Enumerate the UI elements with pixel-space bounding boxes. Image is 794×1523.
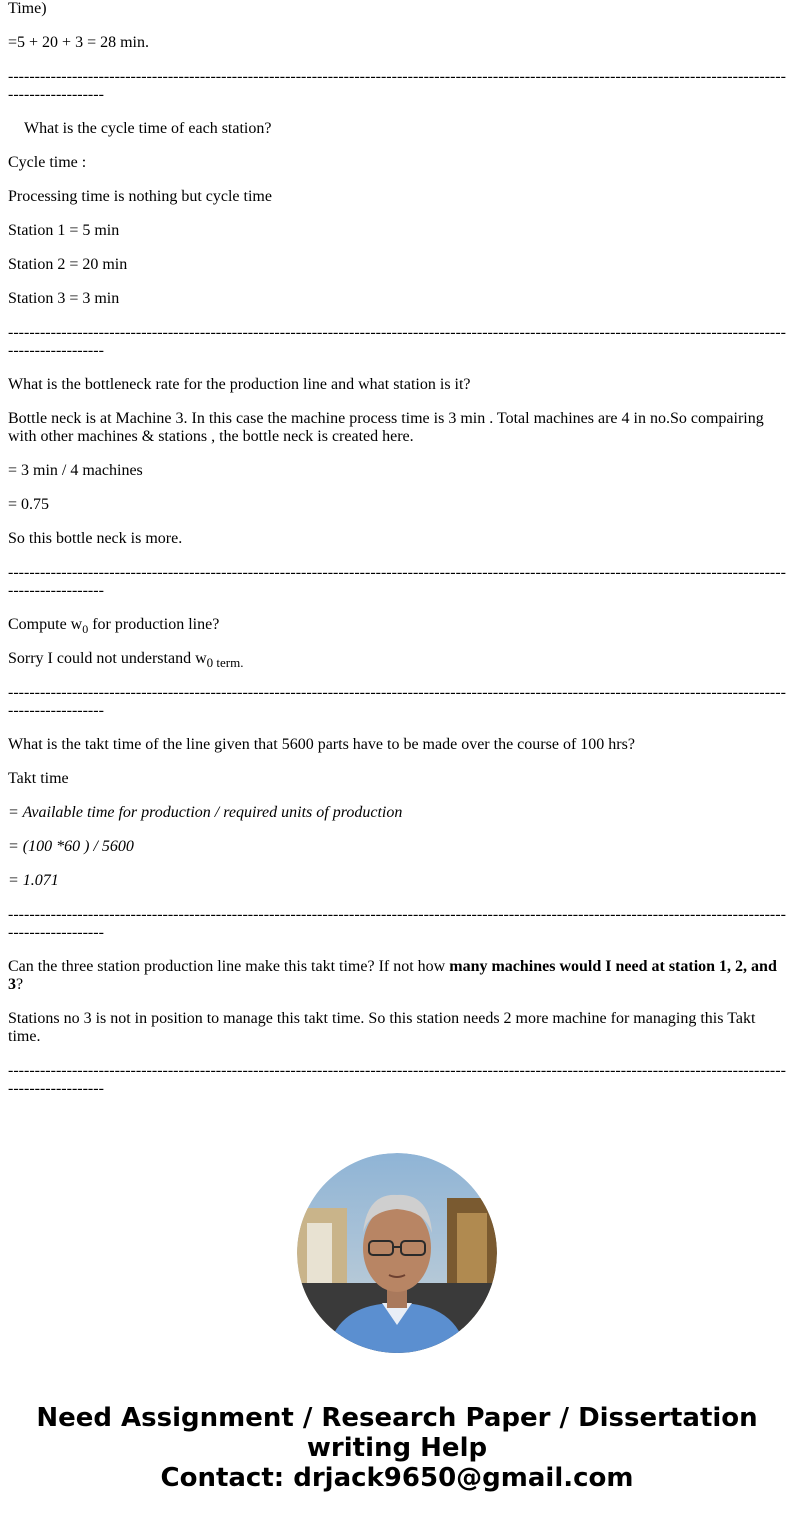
bottleneck-calc-1: = 3 min / 4 machines: [8, 462, 143, 479]
answer-w0-subscript: 0 term.: [206, 655, 244, 670]
question-bottleneck: What is the bottleneck rate for the production line and what station is it?: [8, 376, 471, 393]
bottleneck-explanation: Bottle neck is at Machine 3. In this case the machine process time is 3 min . Total machines are 4 in no.So compairing with other machines & stations , the bottle neck is created here.: [8, 410, 764, 445]
separator: --------------------------------------------------------------------------------------------------------------------------------------------------------------------: [8, 906, 786, 941]
separator: --------------------------------------------------------------------------------------------------------------------------------------------------------------------: [8, 1062, 786, 1097]
banner-line-1: Need Assignment / Research Paper / Dissertation: [36, 1403, 758, 1433]
question-cycle-time: What is the cycle time of each station?: [24, 120, 272, 137]
banner-line-2: writing Help: [306, 1433, 488, 1463]
question-w0: [8, 616, 786, 634]
question-w0-text: Compute w: [8, 616, 83, 633]
answer-stations: Stations no 3 is not in position to manage this takt time. So this station needs 2 more machine for managing this Takt time.: [8, 1010, 756, 1045]
cycle-time-note: Processing time is nothing but cycle time: [8, 188, 272, 205]
question-w0-subscript: 0: [82, 622, 89, 636]
takt-formula-1: [8, 804, 786, 822]
question-stations: [8, 958, 786, 994]
takt-formula-3-text: = 1.071: [8, 872, 59, 889]
answer-document: [8, 0, 786, 1114]
separator: --------------------------------------------------------------------------------------------------------------------------------------------------------------------: [8, 68, 786, 103]
question-stations-bold: many machines would I need at station 1, 2, and 3: [8, 958, 777, 993]
takt-formula-1-text: = Available time for production / required units of production: [8, 804, 403, 821]
separator: --------------------------------------------------------------------------------------------------------------------------------------------------------------------: [8, 684, 786, 719]
bottleneck-calc-2: = 0.75: [8, 496, 50, 513]
answer-w0-text: Sorry I could not understand w: [8, 650, 207, 667]
separator: --------------------------------------------------------------------------------------------------------------------------------------------------------------------: [8, 564, 786, 599]
takt-time-label: Takt time: [8, 770, 69, 787]
banner-contact-email: Contact: drjack9650@gmail.com: [160, 1463, 634, 1493]
question-stations-text: Can the three station production line make this takt time? If not how: [8, 958, 450, 975]
takt-formula-2-text: = (100 *60 ) / 5600: [8, 838, 134, 855]
cycle-time-label: Cycle time :: [8, 154, 87, 171]
takt-formula-3: [8, 872, 786, 890]
question-w0-rest: for production line?: [88, 616, 220, 633]
author-photo: [297, 1153, 497, 1353]
station-1-time: Station 1 = 5 min: [8, 222, 120, 239]
station-2-time: Station 2 = 20 min: [8, 256, 128, 273]
total-calc: =5 + 20 + 3 = 28 min.: [8, 34, 149, 51]
contact-banner: [0, 1403, 794, 1493]
text-line-time: Time): [8, 0, 47, 17]
bottleneck-conclusion: So this bottle neck is more.: [8, 530, 183, 547]
question-stations-end: ?: [16, 976, 24, 993]
question-takt-time: What is the takt time of the line given that 5600 parts have to be made over the course of 100 hrs?: [8, 736, 635, 753]
separator: --------------------------------------------------------------------------------------------------------------------------------------------------------------------: [8, 324, 786, 359]
author-avatar: [297, 1153, 497, 1353]
takt-formula-2: [8, 838, 786, 856]
station-3-time: Station 3 = 3 min: [8, 290, 120, 307]
answer-w0: [8, 650, 786, 668]
